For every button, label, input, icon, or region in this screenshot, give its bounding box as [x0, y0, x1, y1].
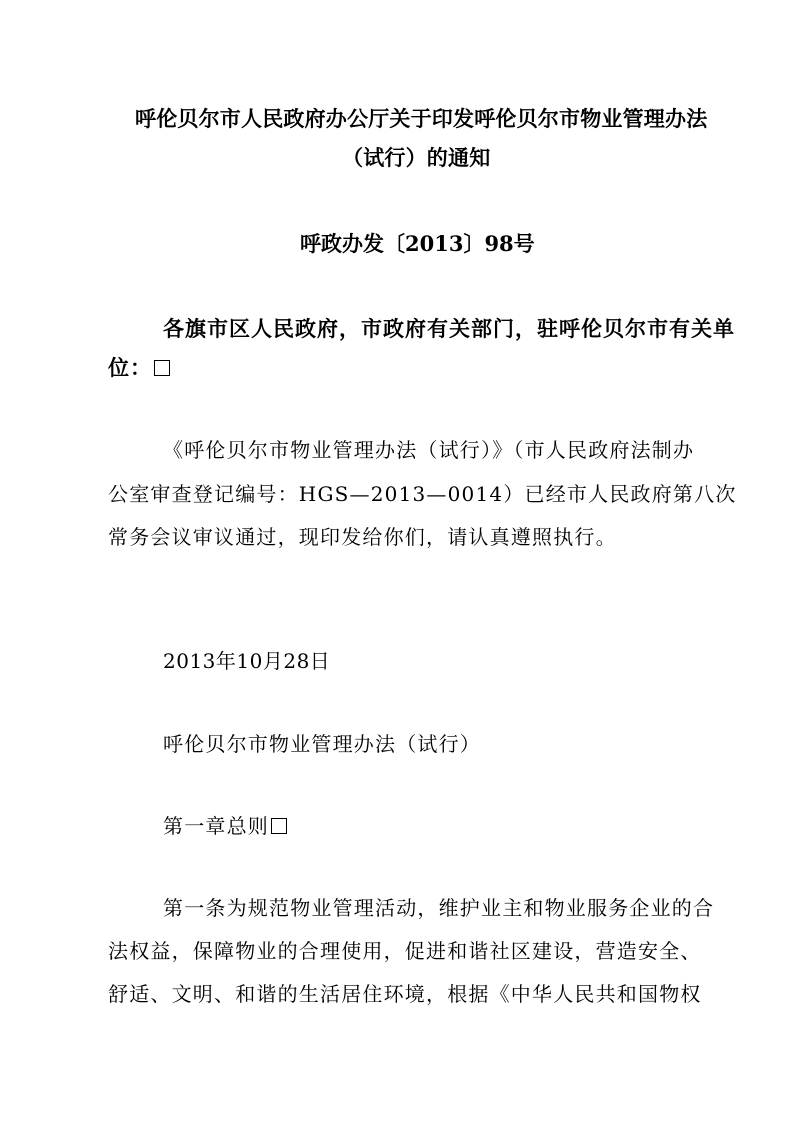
- document-title-line-1: 呼伦贝尔市人民政府办公厅关于印发呼伦贝尔市物业管理办法: [135, 106, 708, 131]
- placeholder-box-icon: [271, 818, 287, 834]
- addressee-line-2-wrap: [108, 357, 170, 378]
- article-1-line-2: 法权益，保障物业的合理使用，促进和谐社区建设，营造安全、: [108, 939, 702, 963]
- notice-paragraph-line-1: 《呼伦贝尔市物业管理办法（试行）》（市人民政府法制办: [163, 438, 695, 462]
- notice-paragraph-line-2: 公室审查登记编号：HGS—2013—0014）已经市人民政府第八次: [108, 482, 737, 506]
- notice-paragraph-line-3: 常务会议审议通过，现印发给你们，请认真遵照执行。: [108, 525, 617, 549]
- placeholder-box-icon: [154, 360, 170, 376]
- document-number: 呼政办发〔2013〕98号: [300, 231, 535, 256]
- addressee-line-2: 位：: [108, 355, 152, 380]
- article-1-line-1: 第一条为规范物业管理活动，维护业主和物业服务企业的合: [163, 896, 715, 920]
- chapter-heading: 第一章总则: [163, 814, 269, 838]
- document-title-line-2: （试行）的通知: [342, 145, 491, 170]
- addressee-line-1: 各旗市区人民政府，市政府有关部门，驻呼伦贝尔市有关单: [163, 316, 735, 341]
- attachment-title: 呼伦贝尔市物业管理办法（试行）: [163, 732, 481, 756]
- issue-date: 2013年10月28日: [163, 649, 331, 673]
- chapter-heading-wrap: [163, 816, 287, 836]
- article-1-line-3: 舒适、文明、和谐的生活居住环境，根据《中华人民共和国物权: [108, 982, 702, 1006]
